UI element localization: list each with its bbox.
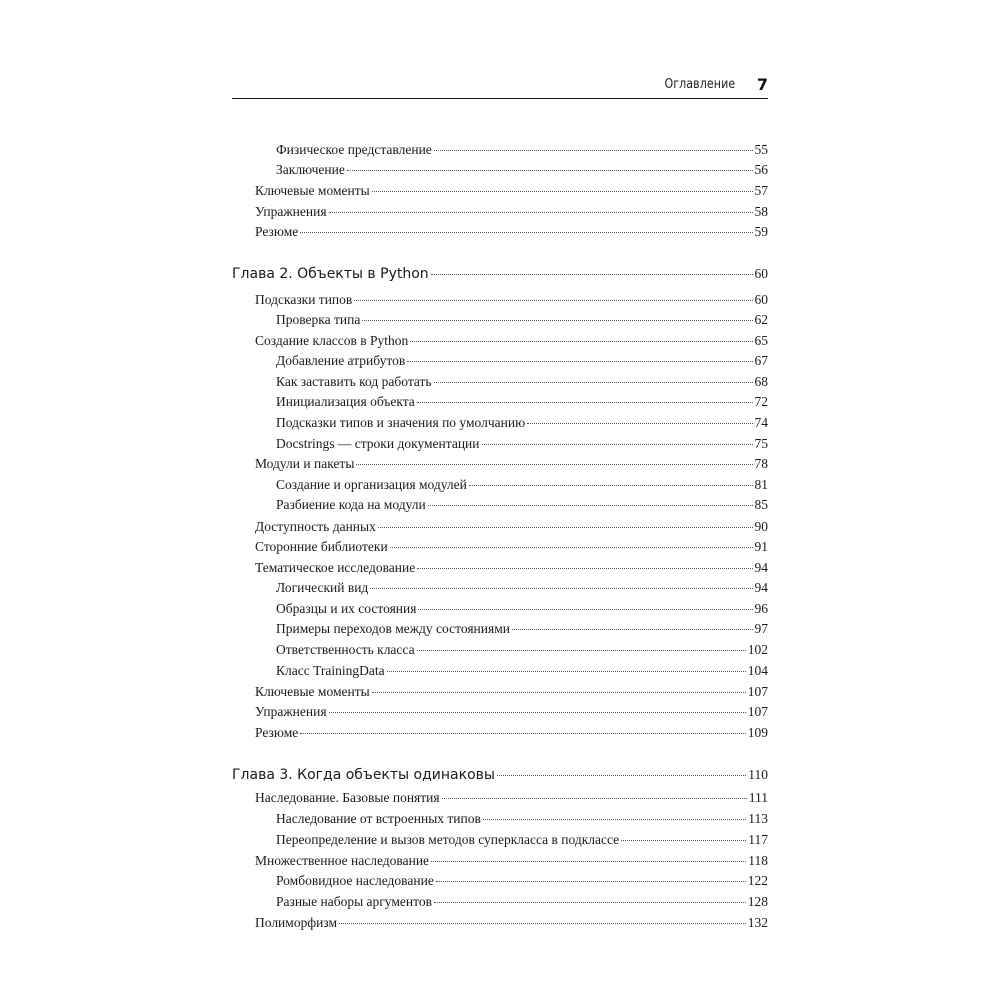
toc-entry-title: Глава 2. Объекты в Python <box>232 266 429 282</box>
toc-entry-page: 65 <box>754 333 768 348</box>
toc-entry-page: 81 <box>754 477 768 492</box>
toc-entry-title: Образцы и их состояния <box>276 601 417 616</box>
toc-leader-dots <box>434 901 746 903</box>
toc-leader-dots <box>417 567 752 569</box>
toc-entry-title: Упражнения <box>255 704 327 719</box>
toc-leader-dots <box>431 273 753 275</box>
toc-leader-dots <box>483 818 746 820</box>
toc-leader-dots <box>390 546 753 548</box>
toc-leader-dots <box>378 526 753 528</box>
toc-entry-title: Ключевые моменты <box>255 684 370 699</box>
toc-entry-page: 94 <box>754 560 768 575</box>
toc-entry-page: 122 <box>747 873 768 888</box>
toc-entry-title: Добавление атрибутов <box>276 353 406 368</box>
toc-entry-title: Заключение <box>276 162 345 177</box>
toc-entry <box>276 642 768 658</box>
page-number: 7 <box>756 74 768 94</box>
toc-entry <box>276 832 768 848</box>
toc-entry-title: Физическое представление <box>276 142 432 157</box>
toc-entry <box>255 456 768 472</box>
toc-entry-page: 118 <box>748 853 768 868</box>
toc-entry-page: 56 <box>754 162 768 177</box>
toc-leader-dots <box>417 401 753 403</box>
toc-entry-title: Проверка типа <box>276 312 361 327</box>
toc-entry-page: 62 <box>754 312 768 327</box>
toc-entry-page: 74 <box>754 415 768 430</box>
toc-entry-page: 68 <box>754 374 768 389</box>
toc-leader-dots <box>417 649 746 651</box>
toc-entry-page: 59 <box>754 224 768 239</box>
toc-entry <box>276 477 768 493</box>
toc-entry <box>276 497 768 513</box>
toc-leader-dots <box>418 608 752 610</box>
toc-entry-page: 60 <box>754 266 768 281</box>
toc-leader-dots <box>434 149 753 151</box>
toc-leader-dots <box>387 670 746 672</box>
toc-entry-title: Множественное наследование <box>255 853 430 868</box>
toc-leader-dots <box>527 422 752 424</box>
toc-entry-page: 58 <box>754 204 768 219</box>
toc-entry-title: Создание и организация модулей <box>276 477 467 492</box>
toc-leader-dots <box>428 504 753 506</box>
toc-entry <box>255 684 768 700</box>
toc-entry <box>276 601 768 617</box>
toc-entry <box>255 333 768 349</box>
toc-leader-dots <box>300 732 745 734</box>
toc-entry <box>276 353 768 369</box>
toc-entry-title: Логический вид <box>276 580 369 595</box>
toc-leader-dots <box>372 190 753 192</box>
toc-entry <box>276 312 768 328</box>
toc-entry-page: 72 <box>754 394 768 409</box>
toc-leader-dots <box>436 880 746 882</box>
toc-entry-title: Тематическое исследование <box>255 560 416 575</box>
toc-leader-dots <box>497 774 746 776</box>
toc-entry <box>255 539 768 555</box>
toc-entry-title: Подсказки типов <box>255 292 353 307</box>
toc-leader-dots <box>370 587 752 589</box>
toc-entry-title: Подсказки типов и значения по умолчанию <box>276 415 526 430</box>
toc-entry-page: 111 <box>748 790 768 805</box>
toc-entry-title: Сторонние библиотеки <box>255 539 388 554</box>
toc-leader-dots <box>434 381 753 383</box>
toc-entry <box>276 394 768 410</box>
toc-entry-title: Примеры переходов между состояниями <box>276 621 510 636</box>
toc-entry-page: 113 <box>748 811 768 826</box>
toc-entry-page: 102 <box>747 642 768 657</box>
toc-leader-dots <box>442 797 747 799</box>
toc-leader-dots <box>356 463 752 465</box>
toc-entry <box>276 894 768 910</box>
toc-leader-dots <box>621 839 746 841</box>
running-head <box>232 70 768 99</box>
toc-entry-page: 117 <box>748 832 768 847</box>
toc-leader-dots <box>372 691 746 693</box>
toc-chapter <box>232 266 768 282</box>
toc-entry-title: Разбиение кода на модули <box>276 497 426 512</box>
toc-entry-title: Переопределение и вызов методов суперкласса в подклассе <box>276 832 620 847</box>
toc-entry-page: 67 <box>754 353 768 368</box>
toc-entry-title: Разные наборы аргументов <box>276 894 432 909</box>
toc-entry <box>276 374 768 390</box>
toc-entry-page: 97 <box>754 621 768 636</box>
toc-entry <box>255 704 768 720</box>
toc-entry-title: Создание классов в Python <box>255 333 409 348</box>
toc-entry-title: Глава 3. Когда объекты одинаковы <box>232 767 495 783</box>
toc-entry-title: Полиморфизм <box>255 915 337 930</box>
toc-entry <box>255 204 768 220</box>
toc-entry-title: Инициализация объекта <box>276 394 415 409</box>
toc-entry <box>255 790 768 806</box>
toc-entry-page: 128 <box>747 894 768 909</box>
toc-entry <box>276 873 768 889</box>
toc-entry <box>255 915 768 931</box>
toc-entry <box>276 580 768 596</box>
toc-entry-title: Docstrings — строки документации <box>276 436 480 451</box>
toc-entry <box>276 436 768 452</box>
toc-entry-title: Резюме <box>255 725 299 740</box>
toc-entry-title: Упражнения <box>255 204 327 219</box>
toc-entry-page: 132 <box>747 915 768 930</box>
toc-entry-title: Наследование от встроенных типов <box>276 811 481 826</box>
toc-leader-dots <box>329 211 753 213</box>
toc-entry <box>255 292 768 308</box>
toc-leader-dots <box>482 443 753 445</box>
toc-leader-dots <box>329 711 746 713</box>
toc-entry-page: 55 <box>754 142 768 157</box>
toc-entry-page: 109 <box>747 725 768 740</box>
toc-entry <box>255 560 768 576</box>
toc-leader-dots <box>362 319 752 321</box>
toc-leader-dots <box>410 340 752 342</box>
toc-entry-page: 90 <box>754 519 768 534</box>
toc-entry-page: 107 <box>747 704 768 719</box>
toc-entry-page: 78 <box>754 456 768 471</box>
toc-leader-dots <box>407 360 752 362</box>
toc-entry-title: Наследование. Базовые понятия <box>255 790 440 805</box>
toc-entry-page: 107 <box>747 684 768 699</box>
toc-entry <box>276 415 768 431</box>
toc-entry-page: 94 <box>754 580 768 595</box>
toc-entry <box>276 621 768 637</box>
toc-entry <box>255 853 768 869</box>
toc-entry-title: Ответственность класса <box>276 642 415 657</box>
running-head-title: Оглавление <box>664 76 735 92</box>
toc-entry <box>255 224 768 240</box>
toc-entry <box>255 519 768 535</box>
toc-entry-title: Ключевые моменты <box>255 183 370 198</box>
toc-entry-page: 57 <box>754 183 768 198</box>
toc-chapter <box>232 767 768 783</box>
toc-entry-page: 110 <box>748 767 768 782</box>
toc-entry <box>255 183 768 199</box>
toc-entry <box>276 811 768 827</box>
toc-leader-dots <box>431 860 746 862</box>
toc-entry-page: 75 <box>754 436 768 451</box>
toc-leader-dots <box>339 922 746 924</box>
toc-leader-dots <box>347 169 753 171</box>
toc-entry-title: Ромбовидное наследование <box>276 873 434 888</box>
toc-entry-page: 104 <box>747 663 768 678</box>
toc-entry-title: Доступность данных <box>255 519 376 534</box>
toc-entry-title: Модули и пакеты <box>255 456 355 471</box>
toc-entry <box>255 725 768 741</box>
toc-leader-dots <box>354 299 752 301</box>
toc-entry-title: Класс TrainingData <box>276 663 385 678</box>
toc-entry-page: 96 <box>754 601 768 616</box>
toc-entry-page: 60 <box>754 292 768 307</box>
toc-entry <box>276 162 768 178</box>
toc-entry-page: 91 <box>754 539 768 554</box>
toc-entry <box>276 663 768 679</box>
toc-entry-title: Как заставить код работать <box>276 374 432 389</box>
toc-leader-dots <box>512 628 753 630</box>
toc-entry-title: Резюме <box>255 224 299 239</box>
toc-leader-dots <box>300 231 752 233</box>
toc-entry <box>276 142 768 158</box>
toc-entry-page: 85 <box>754 497 768 512</box>
toc-leader-dots <box>469 484 753 486</box>
